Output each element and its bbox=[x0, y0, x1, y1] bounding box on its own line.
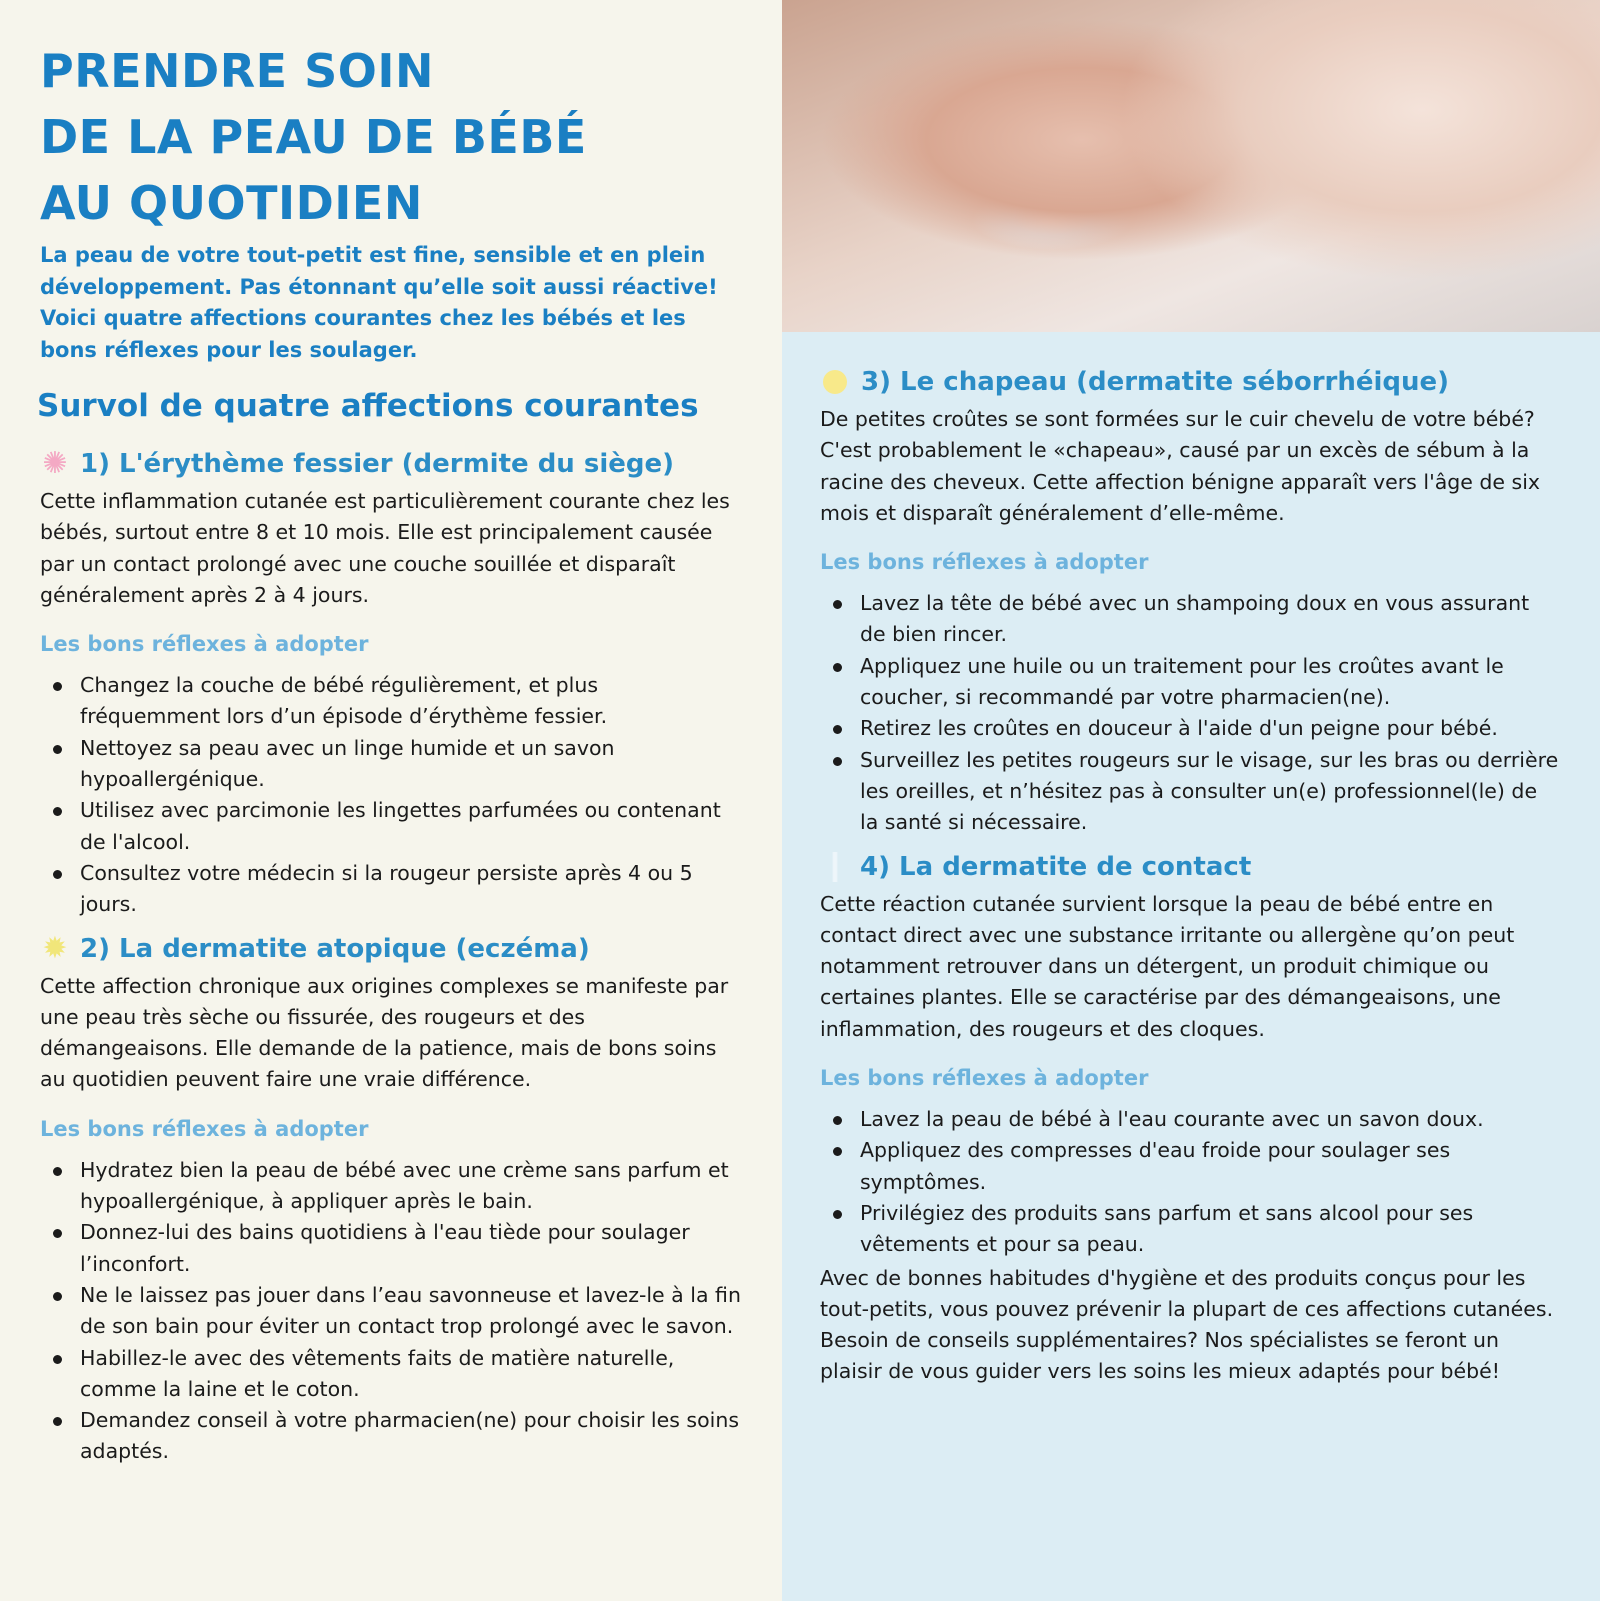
list-item: Changez la couche de bébé régulièrement, et plus fréquemment lors d’un épisode d’érythème fessier. bbox=[40, 670, 742, 733]
title-line: PRENDRE SOIN bbox=[40, 44, 434, 98]
tips-subheading: Les bons réflexes à adopter bbox=[40, 632, 369, 657]
section-text: Cette inflammation cutanée est particulièrement courante chez les bébés, surtout entre 8 et 10 mois. Elle est principalement causée par un contact prolongé avec une couche souillée et disparaît généralement après 2 à 4 jours. bbox=[40, 489, 730, 607]
sun-icon bbox=[823, 370, 847, 394]
list-item: Lavez la peau de bébé à l'eau courante avec un savon doux. bbox=[820, 1104, 1560, 1135]
left-column bbox=[0, 0, 782, 1601]
tips-list bbox=[40, 670, 742, 920]
section-cradle-cap bbox=[820, 362, 1560, 839]
section-text: Cette affection chronique aux origines complexes se manifeste par une peau très sèche ou fissurée, des rougeurs et des démangeaisons. Elle demande de la patience, mais de bons soins au quotidien peuvent faire une vraie différence. bbox=[40, 973, 729, 1092]
section-heading bbox=[40, 444, 742, 484]
intro-text: La peau de votre tout-petit est fine, sensible et en plein développement. Pas étonnant qu’elle soit aussi réactive! Voici quatre affections courantes chez les bébés et les bons réflexes pour les soulager. bbox=[40, 243, 718, 362]
list-item: Habillez-le avec des vêtements faits de matière naturelle, comme la laine et le coton. bbox=[40, 1343, 742, 1406]
conclusion-text: Avec de bonnes habitudes d'hygiène et des produits conçus pour les tout-petits, vous pouvez prévenir la plupart de ces affections cutanées. Besoin de conseils supplémentaires? Nos spécialistes se feront un plaisir de vous guider vers les soins les mieux adaptés pour bébé! bbox=[820, 1265, 1554, 1384]
tips-list bbox=[40, 1155, 742, 1468]
star-icon: ✹ bbox=[42, 930, 68, 966]
section-contact-dermatitis bbox=[820, 847, 1560, 1261]
section-text: Cette réaction cutanée survient lorsque la peau de bébé entre en contact direct avec une substance irritante ou allergène qu’on peut notamment retrouver dans un détergent, un produit chimique ou certaines plantes. Elle se caractérise par des démangeaisons, une inflammation, des rougeurs et des cloques. bbox=[820, 891, 1515, 1041]
flower-icon: ✺ bbox=[42, 446, 68, 481]
list-item: Appliquez des compresses d'eau froide pour soulager ses symptômes. bbox=[820, 1135, 1560, 1198]
list-item: Utilisez avec parcimonie les lingettes parfumées ou contenant de l'alcool. bbox=[40, 795, 742, 858]
right-column bbox=[782, 0, 1600, 1601]
baby-hand-cream-photo bbox=[782, 0, 1600, 332]
list-item: Ne le laissez pas jouer dans l’eau savonneuse et lavez-le à la fin de son bain pour éviter un contact trop prolongé avec le savon. bbox=[40, 1280, 742, 1343]
section-heading bbox=[820, 847, 1560, 887]
section-heading bbox=[40, 929, 742, 969]
list-item: Nettoyez sa peau avec un linge humide et un savon hypoallergénique. bbox=[40, 733, 742, 796]
section-diaper-rash bbox=[40, 444, 742, 921]
tips-subheading: Les bons réflexes à adopter bbox=[40, 1116, 369, 1141]
heading-text: 3) Le chapeau (dermatite séborrhéique) bbox=[861, 367, 1450, 397]
list-item: Consultez votre médecin si la rougeur persiste après 4 ou 5 jours. bbox=[40, 858, 742, 921]
overview-heading: Survol de quatre affections courantes bbox=[37, 388, 699, 424]
tips-list bbox=[820, 588, 1560, 838]
section-eczema bbox=[40, 929, 742, 1468]
list-item: Donnez-lui des bains quotidiens à l'eau tiède pour soulager l’inconfort. bbox=[40, 1217, 742, 1280]
page-title bbox=[40, 38, 742, 236]
list-item: Surveillez les petites rougeurs sur le visage, sur les bras ou derrière les oreilles, et n’hésitez pas à consulter un(e) professionnel(le) de la santé si nécessaire. bbox=[820, 745, 1560, 839]
list-item: Retirez les croûtes en douceur à l'aide d'un peigne pour bébé. bbox=[820, 713, 1560, 744]
title-line: AU QUOTIDIEN bbox=[40, 176, 423, 230]
tips-list bbox=[820, 1104, 1560, 1260]
list-item: Appliquez une huile ou un traitement pour les croûtes avant le coucher, si recommandé par votre pharmacien(ne). bbox=[820, 651, 1560, 714]
tips-subheading: Les bons réflexes à adopter bbox=[820, 1066, 1149, 1091]
list-item: Privilégiez des produits sans parfum et sans alcool pour ses vêtements et pour sa peau. bbox=[820, 1198, 1560, 1261]
list-item: Lavez la tête de bébé avec un shampoing doux en vous assurant de bien rincer. bbox=[820, 588, 1560, 651]
title-line: DE LA PEAU DE BÉBÉ bbox=[40, 110, 587, 164]
section-text: De petites croûtes se sont formées sur le cuir chevelu de votre bébé? C'est probablement le «chapeau», causé par un excès de sébum à la racine des cheveux. Cette affection bénigne apparaît vers l'âge de six mois et disparaît généralement d’elle-même. bbox=[820, 407, 1541, 525]
leaf-icon bbox=[820, 852, 850, 882]
heading-text: 1) L'érythème fessier (dermite du siège) bbox=[80, 449, 675, 479]
tips-subheading: Les bons réflexes à adopter bbox=[820, 550, 1149, 575]
section-heading bbox=[820, 362, 1560, 402]
heading-text: 4) La dermatite de contact bbox=[860, 851, 1252, 882]
heading-text: 2) La dermatite atopique (eczéma) bbox=[80, 933, 590, 964]
list-item: Demandez conseil à votre pharmacien(ne) pour choisir les soins adaptés. bbox=[40, 1405, 742, 1468]
list-item: Hydratez bien la peau de bébé avec une crème sans parfum et hypoallergénique, à appliquer après le bain. bbox=[40, 1155, 742, 1218]
